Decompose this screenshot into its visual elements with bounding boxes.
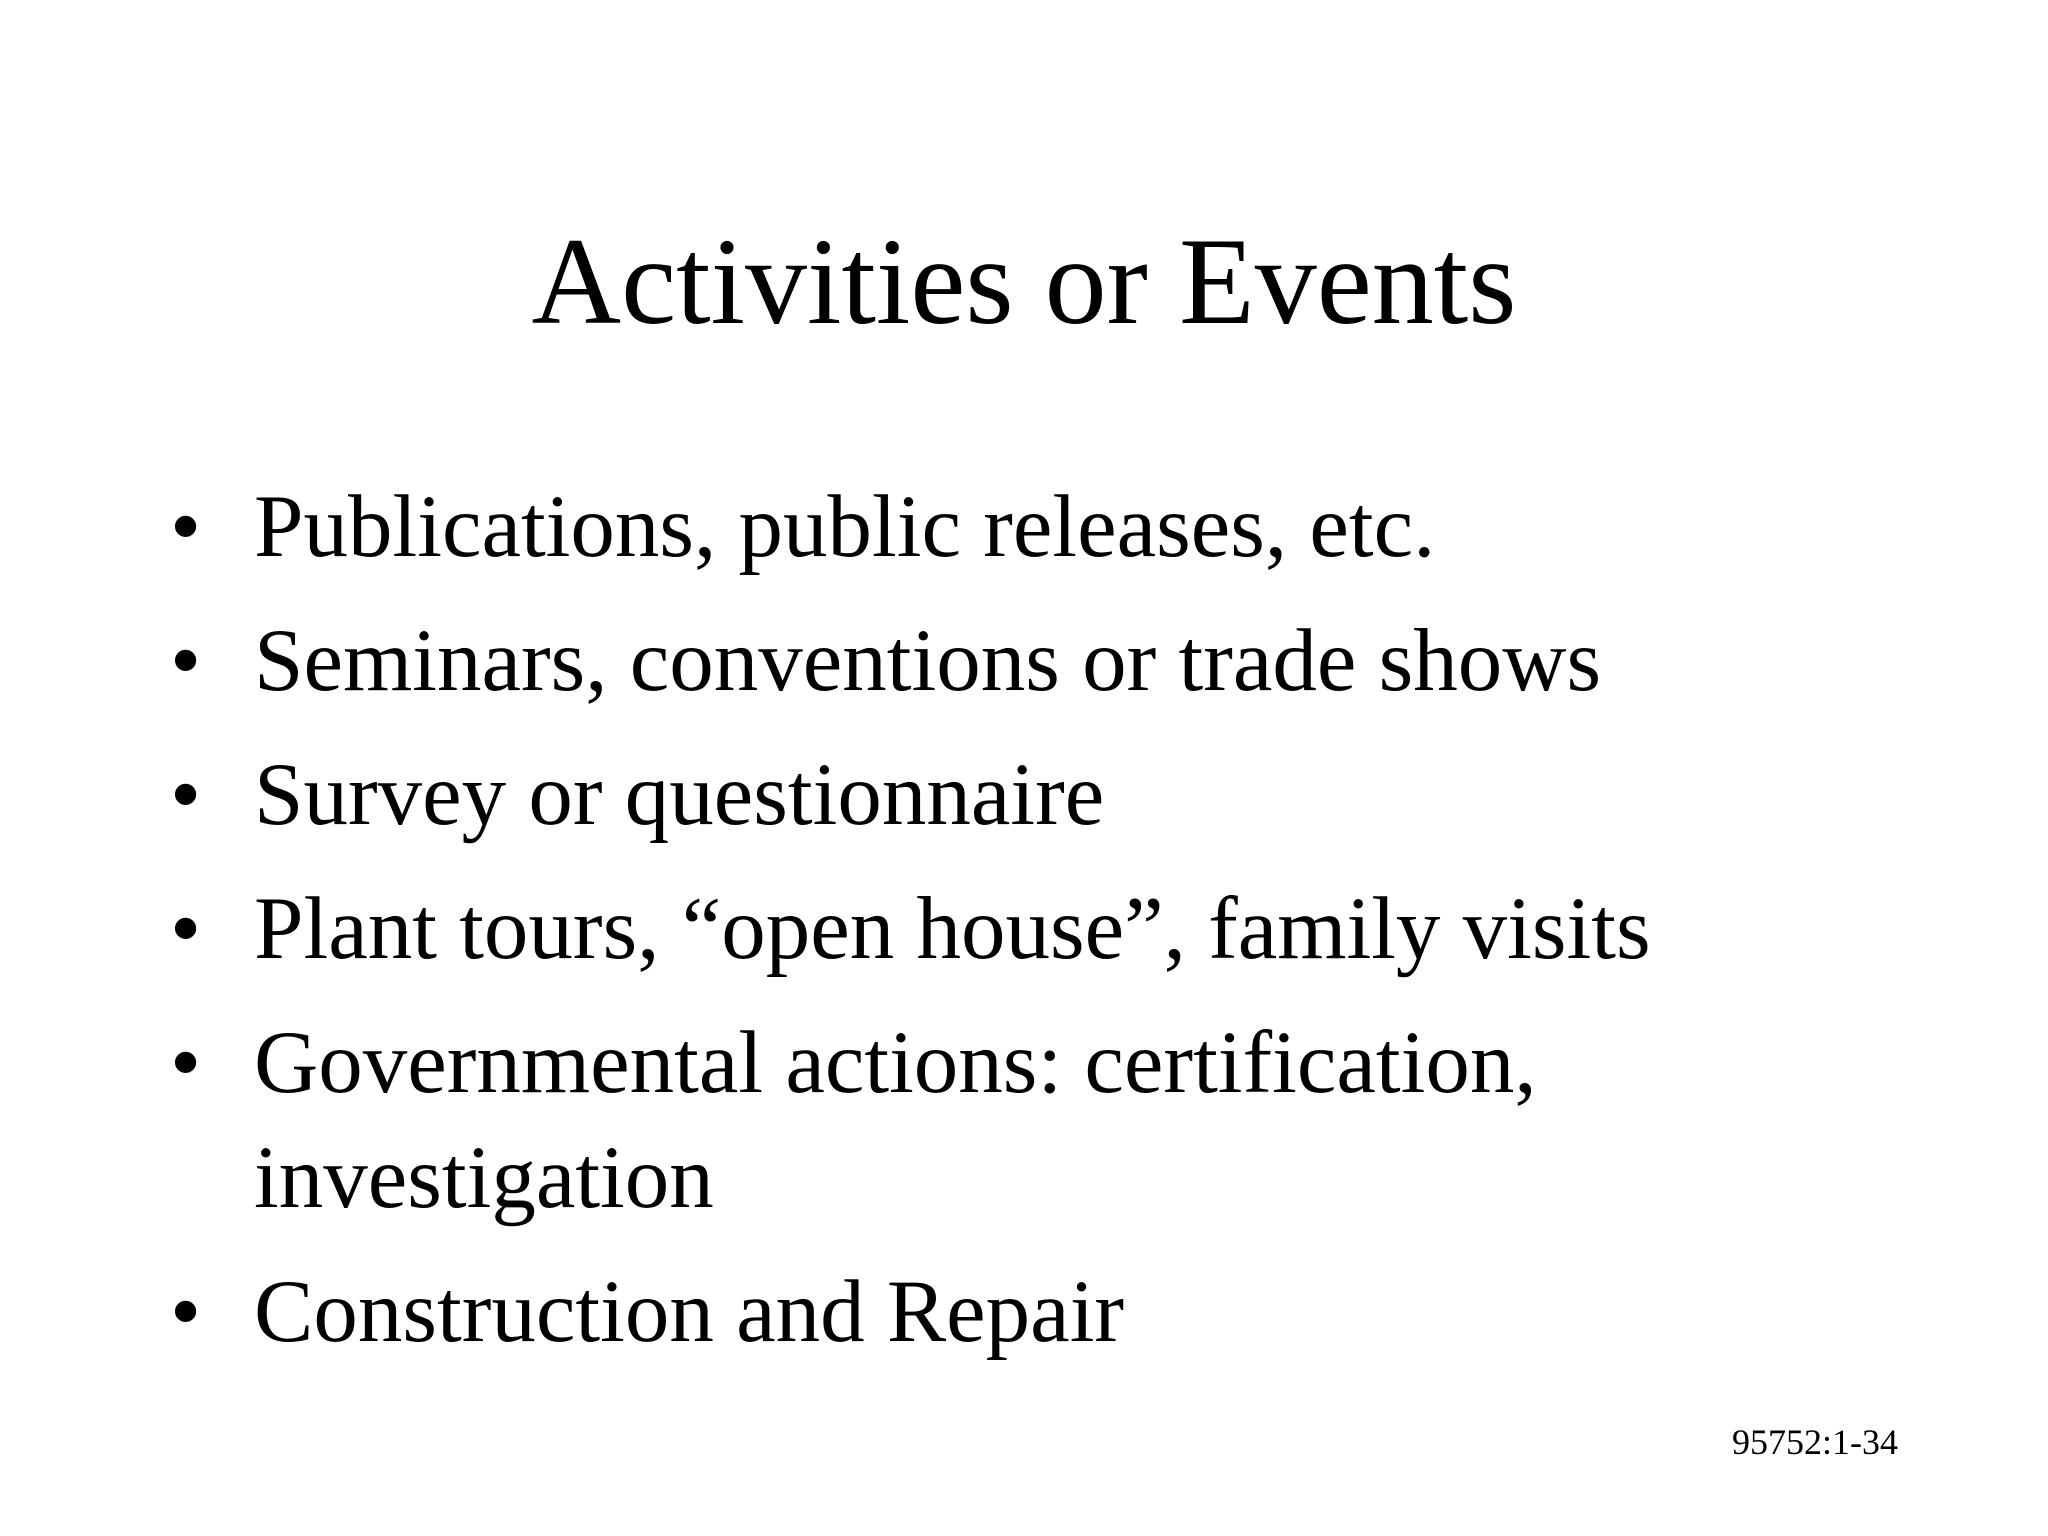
bullet-text: Plant tours, “open house”, family visits: [254, 880, 1651, 978]
list-item: [0, 872, 2048, 987]
bullet-text: Construction and Repair: [254, 1263, 1125, 1361]
bullet-icon: •: [170, 1014, 202, 1112]
bullet-icon: •: [170, 880, 202, 978]
bullet-icon: •: [170, 1263, 202, 1361]
list-item: [0, 604, 2048, 719]
bullet-icon: •: [170, 612, 202, 710]
bullet-text: Governmental actions: certification, investigation: [254, 1014, 1537, 1227]
bullet-list: [0, 470, 2048, 1389]
bullet-icon: •: [170, 478, 202, 576]
bullet-text: Seminars, conventions or trade shows: [254, 612, 1602, 710]
list-item: [0, 470, 2048, 585]
list-item: [0, 738, 2048, 853]
slide-code: 95752:1-34: [1732, 1422, 1898, 1462]
slide-title: Activities or Events: [531, 213, 1517, 350]
bullet-text: Survey or questionnaire: [254, 746, 1105, 844]
list-item: [0, 1255, 2048, 1370]
bullet-text: Publications, public releases, etc.: [254, 478, 1436, 576]
bullet-icon: •: [170, 746, 202, 844]
list-item: [0, 1006, 2048, 1236]
